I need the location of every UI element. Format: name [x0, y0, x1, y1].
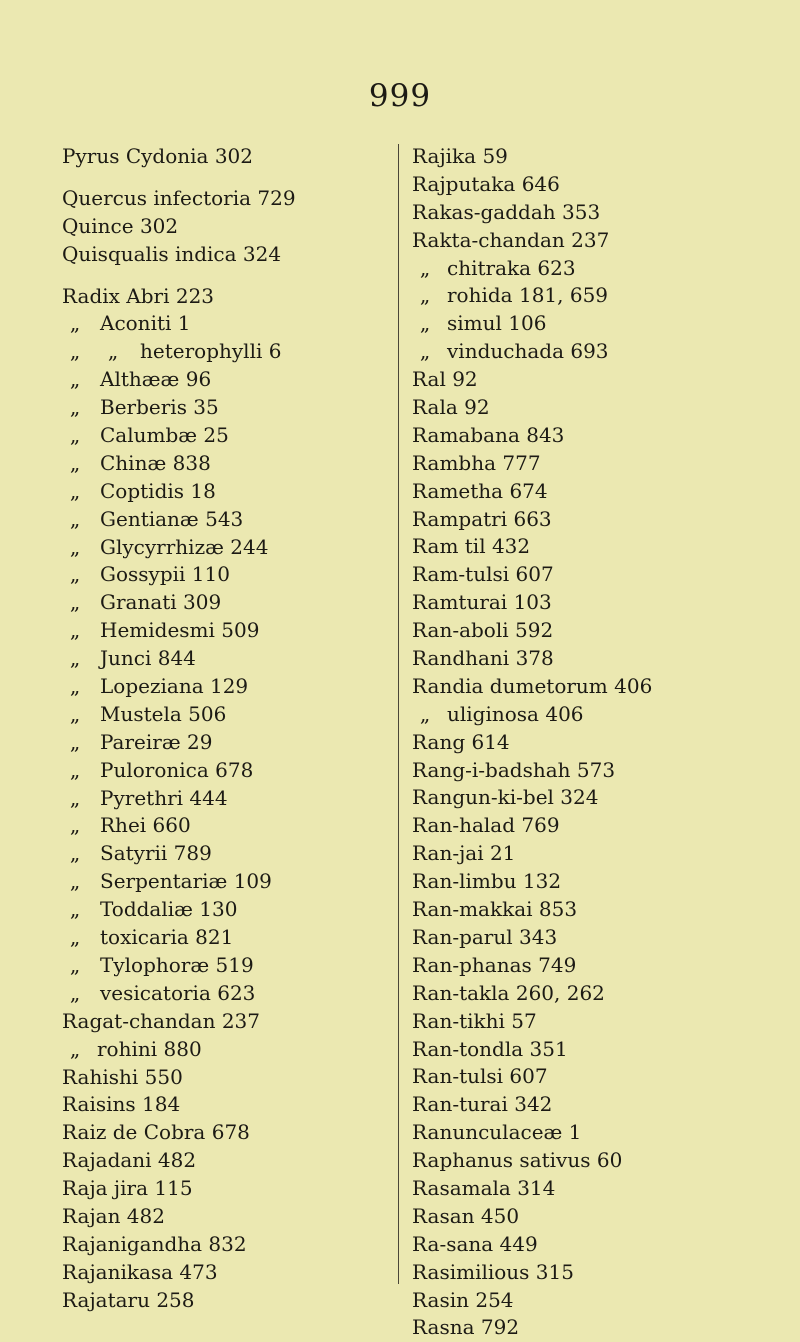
- ditto-mark: „: [69, 395, 81, 420]
- index-entry: [62, 729, 382, 757]
- index-entry: [62, 1203, 382, 1231]
- ditto-mark: „: [69, 339, 81, 364]
- index-entry: [62, 701, 382, 729]
- ditto-mark: „: [69, 813, 81, 838]
- entry-text: Rajan 482: [62, 1203, 165, 1228]
- index-entry: [412, 227, 792, 255]
- entry-text: Granati 309: [100, 590, 222, 615]
- entry-text: Ramabana 843: [412, 422, 565, 447]
- index-entry: [412, 757, 792, 785]
- entry-text: Rajika 59: [412, 144, 508, 168]
- entry-text: Rangun-ki-bel 324: [412, 785, 599, 810]
- entry-text: Ran-aboli 592: [412, 618, 554, 643]
- index-entry: [412, 255, 792, 283]
- page-number: 999: [368, 78, 432, 114]
- index-entry: [62, 868, 382, 896]
- ditto-mark: „: [69, 423, 81, 448]
- entry-text: Rajataru 258: [62, 1287, 195, 1312]
- index-entry: [62, 450, 382, 478]
- entry-text: Rahishi 550: [62, 1064, 183, 1089]
- index-entry: [62, 1008, 382, 1036]
- entry-text: Glycyrrhizæ 244: [100, 534, 269, 559]
- entry-text: Quisqualis indica 324: [62, 241, 282, 266]
- index-entry: [62, 785, 382, 813]
- index-column-left: [62, 143, 382, 1315]
- entry-text: Serpentariæ 109: [100, 869, 272, 894]
- index-entry: [62, 310, 382, 338]
- ditto-mark: „: [107, 339, 119, 364]
- index-entry: [412, 1287, 792, 1315]
- index-entry: [412, 1314, 792, 1342]
- ditto-mark: „: [69, 506, 81, 531]
- entry-text: heterophylli 6: [140, 339, 282, 364]
- index-entry: [62, 812, 382, 840]
- index-entry: [62, 1147, 382, 1175]
- index-entry: [412, 506, 792, 534]
- index-entry: [62, 924, 382, 952]
- ditto-mark: „: [69, 590, 81, 615]
- ditto-mark: „: [69, 897, 81, 922]
- entry-text: vinduchada 693: [447, 339, 609, 364]
- index-entry: [412, 338, 792, 366]
- entry-text: Raphanus sativus 60: [412, 1148, 623, 1173]
- index-entry: [412, 1008, 792, 1036]
- entry-text: Aconiti 1: [100, 311, 191, 336]
- index-entry: [62, 366, 382, 394]
- index-column-right: [412, 143, 792, 1342]
- entry-text: Lopeziana 129: [100, 674, 249, 699]
- entry-text: Ranunculaceæ 1: [412, 1120, 582, 1145]
- index-entry: [412, 143, 792, 171]
- index-entry: [412, 1203, 792, 1231]
- entry-text: Ran-tondla 351: [412, 1036, 568, 1061]
- entry-text: Rasin 254: [412, 1287, 514, 1312]
- index-entry: [412, 896, 792, 924]
- entry-text: Rampatri 663: [412, 506, 552, 531]
- index-entry: [62, 617, 382, 645]
- entry-text: Rasan 450: [412, 1203, 520, 1228]
- index-entry: [412, 924, 792, 952]
- entry-text: Rajanigandha 832: [62, 1231, 247, 1256]
- ditto-mark: „: [419, 283, 431, 308]
- index-entry: [62, 952, 382, 980]
- index-entry: [412, 784, 792, 812]
- index-entry: [412, 1259, 792, 1287]
- column-divider: [398, 144, 399, 1284]
- index-entry: [62, 1064, 382, 1092]
- entry-text: Ra-sana 449: [412, 1231, 538, 1256]
- entry-text: Pareiræ 29: [100, 729, 213, 754]
- entry-text: Junci 844: [100, 646, 196, 671]
- ditto-mark: „: [419, 255, 431, 280]
- entry-text: Berberis 35: [100, 395, 219, 420]
- index-entry: [412, 310, 792, 338]
- entry-text: Gossypii 110: [100, 562, 230, 587]
- index-entry: [62, 589, 382, 617]
- entry-text: Ran-parul 343: [412, 924, 558, 949]
- entry-text: Coptidis 18: [100, 478, 216, 503]
- entry-text: Rajadani 482: [62, 1148, 197, 1173]
- index-entry: [412, 701, 792, 729]
- entry-text: Gentianæ 543: [100, 506, 244, 531]
- entry-text: Toddaliæ 130: [100, 897, 238, 922]
- index-entry: [412, 533, 792, 561]
- entry-text: Hemidesmi 509: [100, 618, 260, 643]
- index-entry: [412, 645, 792, 673]
- entry-text: Ran-limbu 132: [412, 869, 562, 894]
- entry-text: Rhei 660: [100, 813, 191, 838]
- index-entry: [62, 561, 382, 589]
- ditto-mark: „: [69, 869, 81, 894]
- entry-text: Raja jira 115: [62, 1176, 193, 1201]
- index-entry: [412, 980, 792, 1008]
- ditto-mark: „: [69, 646, 81, 671]
- entry-text: Rala 92: [412, 395, 490, 420]
- entry-text: Randhani 378: [412, 646, 554, 671]
- index-entry: [412, 617, 792, 645]
- index-entry: [412, 282, 792, 310]
- index-entry: [412, 840, 792, 868]
- ditto-mark: „: [69, 757, 81, 782]
- entry-text: Rametha 674: [412, 478, 548, 503]
- index-entry: [412, 1036, 792, 1064]
- entry-text: Rajanikasa 473: [62, 1259, 218, 1284]
- index-entry: [412, 1119, 792, 1147]
- index-entry: [412, 868, 792, 896]
- index-entry: [62, 757, 382, 785]
- entry-text: Althææ 96: [100, 367, 212, 392]
- entry-text: Chinæ 838: [100, 450, 211, 475]
- index-entry: [62, 896, 382, 924]
- index-entry: [412, 478, 792, 506]
- entry-text: rohini 880: [97, 1036, 202, 1061]
- ditto-mark: „: [69, 925, 81, 950]
- index-entry: [412, 673, 792, 701]
- index-entry: [412, 422, 792, 450]
- entry-text: toxicaria 821: [100, 925, 234, 950]
- index-entry: [62, 283, 382, 311]
- entry-text: Ral 92: [412, 367, 478, 392]
- entry-text: Ram-tulsi 607: [412, 562, 554, 587]
- index-entry: [412, 450, 792, 478]
- ditto-mark: „: [419, 311, 431, 336]
- index-entry: [412, 589, 792, 617]
- entry-text: Ramturai 103: [412, 590, 552, 615]
- index-entry: [62, 645, 382, 673]
- ditto-mark: „: [69, 785, 81, 810]
- entry-text: Raiz de Cobra 678: [62, 1120, 250, 1145]
- index-entry: [62, 1091, 382, 1119]
- entry-text: vesicatoria 623: [100, 980, 256, 1005]
- index-entry: [62, 241, 382, 269]
- entry-text: Quercus infectoria 729: [62, 185, 296, 210]
- ditto-mark: „: [69, 562, 81, 587]
- index-entry: [62, 840, 382, 868]
- entry-text: Rasimilious 315: [412, 1259, 574, 1284]
- ditto-mark: „: [69, 618, 81, 643]
- entry-text: Ran-jai 21: [412, 841, 516, 866]
- entry-text: uliginosa 406: [447, 701, 584, 726]
- index-entry: [412, 729, 792, 757]
- index-entry: [62, 422, 382, 450]
- index-entry: [62, 1231, 382, 1259]
- entry-text: Rakta-chandan 237: [412, 227, 610, 252]
- entry-text: chitraka 623: [447, 255, 576, 280]
- entry-text: Ran-makkai 853: [412, 897, 578, 922]
- entry-text: simul 106: [447, 311, 547, 336]
- index-entry: [62, 338, 382, 366]
- entry-text: Quince 302: [62, 213, 179, 238]
- index-entry: [412, 812, 792, 840]
- index-entry: [412, 1147, 792, 1175]
- entry-text: Rang-i-badshah 573: [412, 757, 616, 782]
- entry-text: Rang 614: [412, 729, 510, 754]
- entry-text: Ran-halad 769: [412, 813, 560, 838]
- entry-text: Ran-tikhi 57: [412, 1008, 537, 1033]
- index-entry: [412, 952, 792, 980]
- index-entry: [412, 1063, 792, 1091]
- index-entry: [412, 1231, 792, 1259]
- entry-text: Mustela 506: [100, 701, 227, 726]
- index-entry: [62, 213, 382, 241]
- index-entry: [62, 673, 382, 701]
- index-entry: [62, 1287, 382, 1315]
- index-entry: [412, 199, 792, 227]
- entry-text: Pyrethri 444: [100, 785, 228, 810]
- index-entry: [62, 1175, 382, 1203]
- ditto-mark: „: [69, 1036, 81, 1061]
- entry-text: Tylophoræ 519: [100, 952, 254, 977]
- ditto-mark: „: [69, 674, 81, 699]
- ditto-mark: „: [69, 729, 81, 754]
- ditto-mark: „: [69, 701, 81, 726]
- entry-text: Raisins 184: [62, 1092, 181, 1117]
- index-entry: [412, 394, 792, 422]
- index-entry: [62, 980, 382, 1008]
- ditto-mark: „: [69, 450, 81, 475]
- index-entry: [62, 394, 382, 422]
- ditto-mark: „: [69, 478, 81, 503]
- entry-text: Puloronica 678: [100, 757, 254, 782]
- index-entry: [412, 366, 792, 394]
- entry-text: Ran-takla 260, 262: [412, 980, 605, 1005]
- index-entry: [412, 171, 792, 199]
- entry-text: Rajputaka 646: [412, 171, 560, 196]
- ditto-mark: „: [419, 701, 431, 726]
- index-entry: [412, 1175, 792, 1203]
- index-entry: [62, 506, 382, 534]
- index-entry: [412, 561, 792, 589]
- entry-text: Ran-tulsi 607: [412, 1064, 548, 1089]
- entry-text: Calumbæ 25: [100, 423, 229, 448]
- index-entry: [62, 1036, 382, 1064]
- entry-text: Rasna 792: [412, 1315, 520, 1340]
- ditto-mark: „: [69, 980, 81, 1005]
- entry-text: Ran-phanas 749: [412, 952, 577, 977]
- index-entry: [62, 534, 382, 562]
- entry-text: Ran-turai 342: [412, 1092, 553, 1117]
- ditto-mark: „: [69, 952, 81, 977]
- entry-text: Pyrus Cydonia 302: [62, 144, 253, 168]
- entry-text: Randia dumetorum 406: [412, 673, 653, 698]
- entry-text: rohida 181, 659: [447, 283, 609, 308]
- index-entry: [412, 1091, 792, 1119]
- ditto-mark: „: [69, 534, 81, 559]
- index-entry: [62, 1259, 382, 1287]
- entry-text: Rasamala 314: [412, 1175, 556, 1200]
- entry-text: Ram til 432: [412, 534, 531, 559]
- ditto-mark: „: [69, 841, 81, 866]
- ditto-mark: „: [69, 311, 81, 336]
- entry-text: Radix Abri 223: [62, 283, 215, 308]
- index-entry: [62, 478, 382, 506]
- index-entry: [62, 1119, 382, 1147]
- entry-text: Rambha 777: [412, 450, 541, 475]
- entry-text: Rakas-gaddah 353: [412, 199, 601, 224]
- entry-text: Satyrii 789: [100, 841, 212, 866]
- ditto-mark: „: [419, 339, 431, 364]
- entry-text: Ragat-chandan 237: [62, 1008, 260, 1033]
- ditto-mark: „: [69, 367, 81, 392]
- index-entry: [62, 143, 382, 171]
- index-entry: [62, 185, 382, 213]
